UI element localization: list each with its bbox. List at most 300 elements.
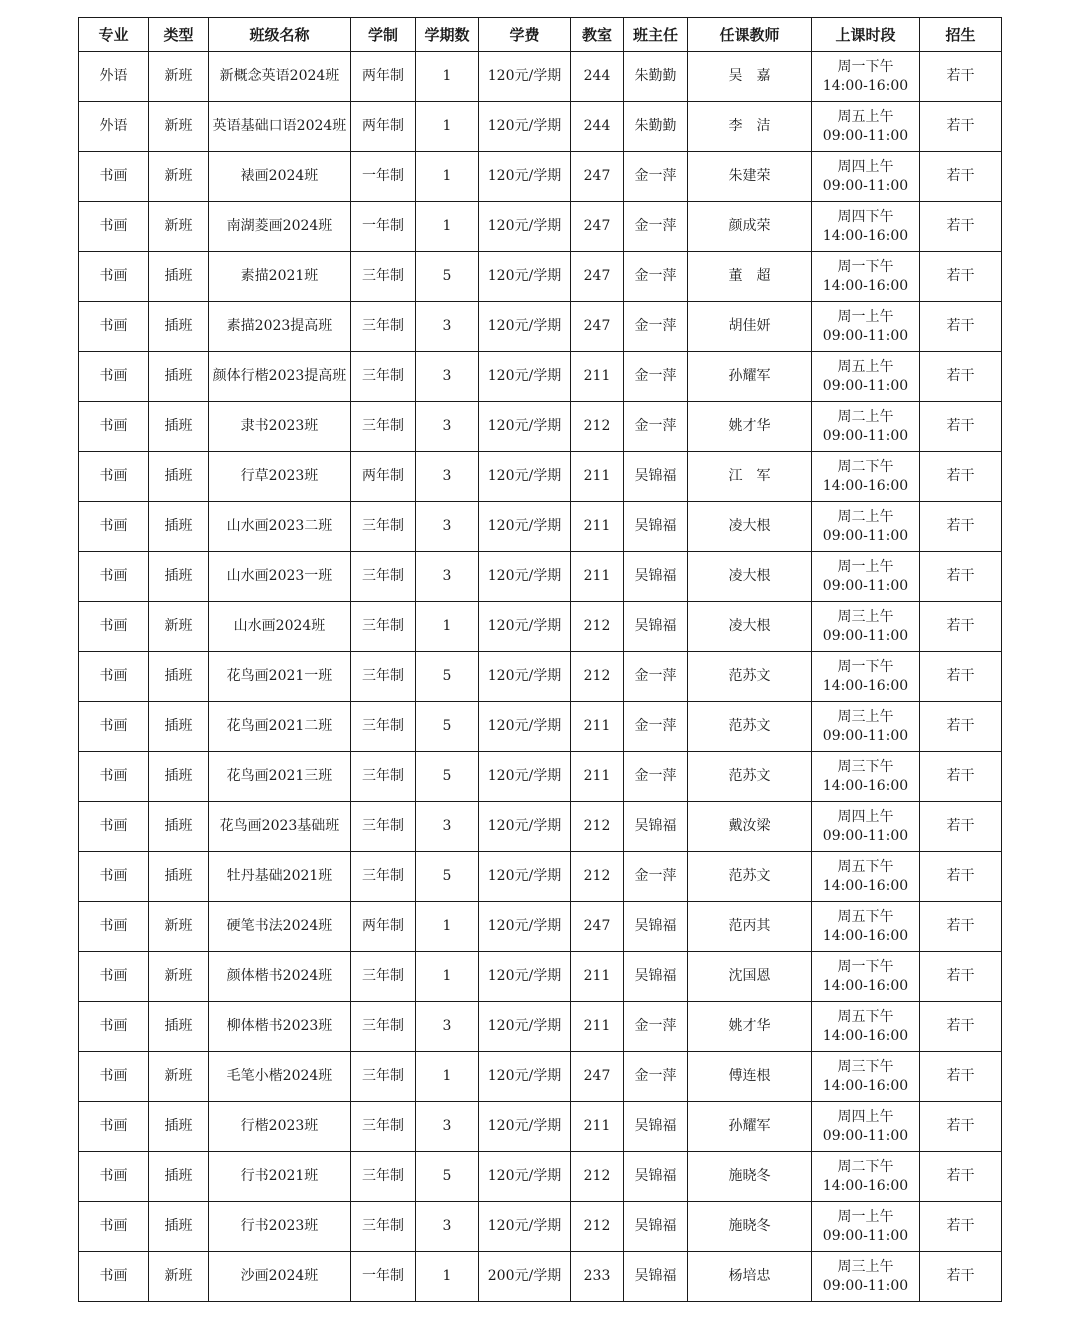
cell-major: 书画 — [79, 1252, 149, 1302]
cell-type: 新班 — [149, 202, 209, 252]
cell-teacher: 颜成荣 — [688, 202, 812, 252]
cell-room: 247 — [571, 252, 624, 302]
header-class-name: 班级名称 — [209, 18, 351, 52]
cell-enrollment: 若干 — [920, 202, 1002, 252]
class-schedule-table — [78, 17, 1002, 1302]
cell-terms: 3 — [416, 1002, 479, 1052]
cell-terms: 5 — [416, 852, 479, 902]
cell-fee: 120元/学期 — [479, 202, 571, 252]
cell-class-name: 颜体楷书2024班 — [209, 952, 351, 1002]
cell-class-name: 颜体行楷2023提高班 — [209, 352, 351, 402]
cell-room: 211 — [571, 552, 624, 602]
cell-terms: 5 — [416, 702, 479, 752]
header-room: 教室 — [571, 18, 624, 52]
cell-class-time — [812, 902, 920, 952]
cell-fee: 120元/学期 — [479, 552, 571, 602]
table-row — [79, 1102, 1002, 1152]
cell-duration: 三年制 — [351, 502, 416, 552]
cell-class-time — [812, 302, 920, 352]
cell-terms: 5 — [416, 1152, 479, 1202]
cell-major: 书画 — [79, 252, 149, 302]
cell-enrollment: 若干 — [920, 552, 1002, 602]
class-time-hours: 14:00-16:00 — [822, 77, 909, 94]
table-row — [79, 152, 1002, 202]
cell-duration: 两年制 — [351, 902, 416, 952]
cell-class-name: 素描2023提高班 — [209, 302, 351, 352]
table-row — [79, 1252, 1002, 1302]
table-row — [79, 702, 1002, 752]
cell-class-name: 素描2021班 — [209, 252, 351, 302]
cell-class-time — [812, 1002, 920, 1052]
cell-enrollment: 若干 — [920, 152, 1002, 202]
cell-enrollment: 若干 — [920, 452, 1002, 502]
cell-duration: 三年制 — [351, 352, 416, 402]
cell-head-teacher: 吴锦福 — [624, 452, 688, 502]
cell-teacher: 董 超 — [688, 252, 812, 302]
cell-teacher: 孙耀军 — [688, 352, 812, 402]
header-type: 类型 — [149, 18, 209, 52]
table-row — [79, 1202, 1002, 1252]
table-row — [79, 852, 1002, 902]
cell-fee: 120元/学期 — [479, 452, 571, 502]
cell-room: 244 — [571, 102, 624, 152]
cell-duration: 三年制 — [351, 702, 416, 752]
cell-fee: 120元/学期 — [479, 302, 571, 352]
cell-head-teacher: 金一萍 — [624, 752, 688, 802]
cell-major: 书画 — [79, 1102, 149, 1152]
cell-class-name: 行书2023班 — [209, 1202, 351, 1252]
cell-major: 书画 — [79, 802, 149, 852]
class-time-hours: 09:00-11:00 — [822, 627, 909, 644]
header-teacher: 任课教师 — [688, 18, 812, 52]
class-time-hours: 09:00-11:00 — [822, 1227, 909, 1244]
table-row — [79, 802, 1002, 852]
cell-teacher: 范苏文 — [688, 752, 812, 802]
class-time-hours: 14:00-16:00 — [822, 777, 909, 794]
cell-teacher: 姚才华 — [688, 402, 812, 452]
class-time-day: 周五下午 — [837, 908, 894, 925]
cell-class-time — [812, 652, 920, 702]
cell-enrollment: 若干 — [920, 752, 1002, 802]
cell-enrollment: 若干 — [920, 402, 1002, 452]
cell-enrollment: 若干 — [920, 652, 1002, 702]
class-time-hours: 14:00-16:00 — [822, 677, 909, 694]
cell-terms: 1 — [416, 1252, 479, 1302]
cell-class-time — [812, 402, 920, 452]
class-time-hours: 14:00-16:00 — [822, 977, 909, 994]
class-time-hours: 09:00-11:00 — [822, 1277, 909, 1294]
table-row — [79, 1002, 1002, 1052]
cell-duration: 三年制 — [351, 1002, 416, 1052]
class-time-hours: 09:00-11:00 — [822, 727, 909, 744]
cell-major: 书画 — [79, 552, 149, 602]
cell-major: 书画 — [79, 902, 149, 952]
cell-major: 书画 — [79, 602, 149, 652]
cell-type: 插班 — [149, 1152, 209, 1202]
cell-fee: 120元/学期 — [479, 402, 571, 452]
cell-head-teacher: 金一萍 — [624, 202, 688, 252]
cell-teacher: 胡佳妍 — [688, 302, 812, 352]
cell-fee: 120元/学期 — [479, 752, 571, 802]
cell-class-time — [812, 452, 920, 502]
cell-major: 书画 — [79, 1152, 149, 1202]
cell-teacher: 范苏文 — [688, 702, 812, 752]
cell-enrollment: 若干 — [920, 252, 1002, 302]
cell-duration: 三年制 — [351, 1152, 416, 1202]
cell-class-time — [812, 502, 920, 552]
header-duration: 学制 — [351, 18, 416, 52]
cell-class-time — [812, 552, 920, 602]
table-row — [79, 652, 1002, 702]
cell-type: 插班 — [149, 552, 209, 602]
table-row — [79, 402, 1002, 452]
cell-major: 书画 — [79, 502, 149, 552]
cell-head-teacher: 金一萍 — [624, 702, 688, 752]
cell-class-name: 柳体楷书2023班 — [209, 1002, 351, 1052]
cell-teacher: 戴汝梁 — [688, 802, 812, 852]
header-class-time: 上课时段 — [812, 18, 920, 52]
table-row — [79, 602, 1002, 652]
cell-teacher: 傅连根 — [688, 1052, 812, 1102]
cell-type: 插班 — [149, 1002, 209, 1052]
class-time-hours: 09:00-11:00 — [822, 177, 909, 194]
cell-type: 插班 — [149, 752, 209, 802]
cell-terms: 3 — [416, 452, 479, 502]
cell-class-name: 牡丹基础2021班 — [209, 852, 351, 902]
cell-type: 插班 — [149, 452, 209, 502]
cell-teacher: 孙耀军 — [688, 1102, 812, 1152]
cell-duration: 两年制 — [351, 102, 416, 152]
cell-terms: 3 — [416, 302, 479, 352]
cell-room: 212 — [571, 852, 624, 902]
class-time-day: 周四上午 — [837, 808, 894, 825]
cell-head-teacher: 金一萍 — [624, 852, 688, 902]
class-time-day: 周二上午 — [837, 508, 894, 525]
cell-enrollment: 若干 — [920, 802, 1002, 852]
class-time-hours: 14:00-16:00 — [822, 877, 909, 894]
cell-head-teacher: 吴锦福 — [624, 1202, 688, 1252]
cell-class-time — [812, 602, 920, 652]
cell-fee: 120元/学期 — [479, 702, 571, 752]
cell-class-name: 山水画2024班 — [209, 602, 351, 652]
cell-major: 书画 — [79, 752, 149, 802]
class-time-hours: 09:00-11:00 — [822, 377, 909, 394]
cell-enrollment: 若干 — [920, 102, 1002, 152]
cell-class-time — [812, 1252, 920, 1302]
cell-teacher: 李 洁 — [688, 102, 812, 152]
cell-teacher: 凌大根 — [688, 552, 812, 602]
table-row — [79, 302, 1002, 352]
cell-duration: 三年制 — [351, 1052, 416, 1102]
cell-duration: 三年制 — [351, 252, 416, 302]
cell-duration: 三年制 — [351, 1102, 416, 1152]
cell-teacher: 范苏文 — [688, 852, 812, 902]
cell-terms: 5 — [416, 652, 479, 702]
cell-room: 212 — [571, 802, 624, 852]
cell-type: 插班 — [149, 402, 209, 452]
cell-duration: 一年制 — [351, 1252, 416, 1302]
cell-terms: 1 — [416, 602, 479, 652]
cell-enrollment: 若干 — [920, 602, 1002, 652]
cell-fee: 120元/学期 — [479, 352, 571, 402]
cell-class-name: 硬笔书法2024班 — [209, 902, 351, 952]
cell-head-teacher: 金一萍 — [624, 402, 688, 452]
cell-type: 插班 — [149, 1102, 209, 1152]
table-row — [79, 502, 1002, 552]
header-terms: 学期数 — [416, 18, 479, 52]
cell-fee: 120元/学期 — [479, 802, 571, 852]
cell-major: 书画 — [79, 1202, 149, 1252]
cell-head-teacher: 金一萍 — [624, 1052, 688, 1102]
cell-enrollment: 若干 — [920, 1202, 1002, 1252]
cell-head-teacher: 金一萍 — [624, 252, 688, 302]
cell-terms: 1 — [416, 52, 479, 102]
cell-terms: 1 — [416, 202, 479, 252]
cell-type: 插班 — [149, 502, 209, 552]
cell-class-time — [812, 102, 920, 152]
cell-enrollment: 若干 — [920, 852, 1002, 902]
cell-enrollment: 若干 — [920, 1052, 1002, 1102]
table-body — [79, 52, 1002, 1302]
cell-class-time — [812, 52, 920, 102]
cell-head-teacher: 金一萍 — [624, 1002, 688, 1052]
cell-class-name: 山水画2023一班 — [209, 552, 351, 602]
cell-head-teacher: 朱勤勤 — [624, 52, 688, 102]
cell-room: 244 — [571, 52, 624, 102]
cell-type: 新班 — [149, 1252, 209, 1302]
cell-type: 插班 — [149, 252, 209, 302]
class-time-day: 周三上午 — [837, 708, 894, 725]
cell-duration: 三年制 — [351, 402, 416, 452]
cell-fee: 120元/学期 — [479, 102, 571, 152]
class-time-day: 周五下午 — [837, 1008, 894, 1025]
cell-terms: 3 — [416, 402, 479, 452]
cell-class-name: 毛笔小楷2024班 — [209, 1052, 351, 1102]
cell-class-name: 隶书2023班 — [209, 402, 351, 452]
cell-terms: 1 — [416, 952, 479, 1002]
class-time-day: 周一上午 — [837, 558, 894, 575]
table-header-row — [79, 18, 1002, 52]
header-head-teacher: 班主任 — [624, 18, 688, 52]
cell-duration: 三年制 — [351, 652, 416, 702]
cell-room: 211 — [571, 702, 624, 752]
table-row — [79, 1152, 1002, 1202]
cell-room: 212 — [571, 1202, 624, 1252]
table-row — [79, 252, 1002, 302]
cell-major: 书画 — [79, 302, 149, 352]
cell-type: 插班 — [149, 802, 209, 852]
cell-major: 书画 — [79, 852, 149, 902]
cell-class-time — [812, 852, 920, 902]
cell-room: 212 — [571, 602, 624, 652]
cell-terms: 1 — [416, 1052, 479, 1102]
class-time-day: 周二上午 — [837, 408, 894, 425]
class-time-day: 周三下午 — [837, 758, 894, 775]
cell-type: 新班 — [149, 102, 209, 152]
cell-enrollment: 若干 — [920, 302, 1002, 352]
cell-teacher: 施晓冬 — [688, 1152, 812, 1202]
cell-type: 插班 — [149, 352, 209, 402]
cell-head-teacher: 吴锦福 — [624, 1252, 688, 1302]
cell-room: 211 — [571, 1002, 624, 1052]
class-time-day: 周四上午 — [837, 158, 894, 175]
cell-class-time — [812, 802, 920, 852]
cell-fee: 120元/学期 — [479, 652, 571, 702]
cell-teacher: 凌大根 — [688, 502, 812, 552]
cell-major: 书画 — [79, 952, 149, 1002]
cell-enrollment: 若干 — [920, 1102, 1002, 1152]
cell-head-teacher: 吴锦福 — [624, 952, 688, 1002]
cell-fee: 120元/学期 — [479, 1002, 571, 1052]
cell-room: 247 — [571, 1052, 624, 1102]
cell-head-teacher: 金一萍 — [624, 302, 688, 352]
cell-fee: 120元/学期 — [479, 252, 571, 302]
cell-head-teacher: 金一萍 — [624, 352, 688, 402]
cell-room: 247 — [571, 902, 624, 952]
class-time-hours: 14:00-16:00 — [822, 927, 909, 944]
class-time-day: 周一上午 — [837, 1208, 894, 1225]
cell-room: 211 — [571, 452, 624, 502]
cell-major: 书画 — [79, 1052, 149, 1102]
cell-head-teacher: 朱勤勤 — [624, 102, 688, 152]
cell-class-name: 南湖菱画2024班 — [209, 202, 351, 252]
cell-class-time — [812, 752, 920, 802]
cell-duration: 三年制 — [351, 1202, 416, 1252]
cell-type: 插班 — [149, 1202, 209, 1252]
cell-teacher: 江 军 — [688, 452, 812, 502]
cell-type: 新班 — [149, 952, 209, 1002]
class-time-hours: 14:00-16:00 — [822, 277, 909, 294]
cell-major: 书画 — [79, 352, 149, 402]
table-row — [79, 952, 1002, 1002]
cell-enrollment: 若干 — [920, 502, 1002, 552]
cell-major: 外语 — [79, 102, 149, 152]
cell-type: 新班 — [149, 602, 209, 652]
class-time-hours: 09:00-11:00 — [822, 427, 909, 444]
cell-fee: 120元/学期 — [479, 1102, 571, 1152]
cell-class-time — [812, 202, 920, 252]
cell-class-name: 花鸟画2021三班 — [209, 752, 351, 802]
cell-enrollment: 若干 — [920, 52, 1002, 102]
table-row — [79, 902, 1002, 952]
cell-room: 211 — [571, 502, 624, 552]
cell-major: 书画 — [79, 402, 149, 452]
header-major: 专业 — [79, 18, 149, 52]
cell-major: 书画 — [79, 1002, 149, 1052]
cell-room: 211 — [571, 752, 624, 802]
cell-class-name: 花鸟画2023基础班 — [209, 802, 351, 852]
cell-fee: 120元/学期 — [479, 602, 571, 652]
table-row — [79, 452, 1002, 502]
cell-class-time — [812, 702, 920, 752]
cell-head-teacher: 吴锦福 — [624, 802, 688, 852]
cell-room: 212 — [571, 652, 624, 702]
cell-enrollment: 若干 — [920, 352, 1002, 402]
cell-head-teacher: 吴锦福 — [624, 602, 688, 652]
class-time-day: 周一下午 — [837, 58, 894, 75]
class-time-hours: 14:00-16:00 — [822, 1177, 909, 1194]
cell-duration: 三年制 — [351, 852, 416, 902]
class-time-hours: 09:00-11:00 — [822, 127, 909, 144]
cell-major: 书画 — [79, 152, 149, 202]
class-time-day: 周二下午 — [837, 1158, 894, 1175]
cell-teacher: 凌大根 — [688, 602, 812, 652]
class-time-hours: 14:00-16:00 — [822, 1077, 909, 1094]
cell-head-teacher: 吴锦福 — [624, 1102, 688, 1152]
cell-duration: 三年制 — [351, 752, 416, 802]
class-time-day: 周一上午 — [837, 308, 894, 325]
cell-head-teacher: 吴锦福 — [624, 902, 688, 952]
cell-class-name: 沙画2024班 — [209, 1252, 351, 1302]
cell-teacher: 施晓冬 — [688, 1202, 812, 1252]
cell-terms: 3 — [416, 502, 479, 552]
class-time-day: 周二下午 — [837, 458, 894, 475]
cell-fee: 120元/学期 — [479, 1202, 571, 1252]
cell-room: 247 — [571, 202, 624, 252]
cell-room: 211 — [571, 952, 624, 1002]
cell-room: 233 — [571, 1252, 624, 1302]
cell-terms: 3 — [416, 802, 479, 852]
cell-class-name: 裱画2024班 — [209, 152, 351, 202]
cell-class-name: 新概念英语2024班 — [209, 52, 351, 102]
cell-duration: 两年制 — [351, 452, 416, 502]
cell-class-time — [812, 352, 920, 402]
cell-fee: 120元/学期 — [479, 502, 571, 552]
cell-class-time — [812, 252, 920, 302]
cell-major: 书画 — [79, 202, 149, 252]
class-time-hours: 09:00-11:00 — [822, 1127, 909, 1144]
cell-fee: 120元/学期 — [479, 52, 571, 102]
cell-class-name: 花鸟画2021二班 — [209, 702, 351, 752]
cell-major: 书画 — [79, 452, 149, 502]
cell-terms: 5 — [416, 752, 479, 802]
class-time-hours: 09:00-11:00 — [822, 527, 909, 544]
class-time-hours: 14:00-16:00 — [822, 477, 909, 494]
cell-room: 212 — [571, 402, 624, 452]
table-row — [79, 552, 1002, 602]
cell-class-name: 英语基础口语2024班 — [209, 102, 351, 152]
class-time-day: 周五下午 — [837, 858, 894, 875]
cell-teacher: 沈国恩 — [688, 952, 812, 1002]
cell-terms: 3 — [416, 1102, 479, 1152]
cell-class-time — [812, 952, 920, 1002]
class-time-day: 周一下午 — [837, 658, 894, 675]
cell-major: 外语 — [79, 52, 149, 102]
cell-teacher: 吴 嘉 — [688, 52, 812, 102]
table-row — [79, 102, 1002, 152]
cell-type: 新班 — [149, 152, 209, 202]
cell-class-time — [812, 1102, 920, 1152]
cell-class-name: 花鸟画2021一班 — [209, 652, 351, 702]
cell-teacher: 姚才华 — [688, 1002, 812, 1052]
cell-class-time — [812, 1202, 920, 1252]
cell-teacher: 范苏文 — [688, 652, 812, 702]
class-time-day: 周一下午 — [837, 958, 894, 975]
cell-duration: 一年制 — [351, 202, 416, 252]
table-row — [79, 752, 1002, 802]
cell-duration: 三年制 — [351, 952, 416, 1002]
header-enrollment: 招生 — [920, 18, 1002, 52]
cell-enrollment: 若干 — [920, 1252, 1002, 1302]
class-time-day: 周四下午 — [837, 208, 894, 225]
cell-major: 书画 — [79, 652, 149, 702]
cell-class-time — [812, 1052, 920, 1102]
cell-fee: 120元/学期 — [479, 852, 571, 902]
cell-type: 插班 — [149, 702, 209, 752]
cell-duration: 三年制 — [351, 552, 416, 602]
cell-duration: 三年制 — [351, 302, 416, 352]
cell-fee: 120元/学期 — [479, 1152, 571, 1202]
